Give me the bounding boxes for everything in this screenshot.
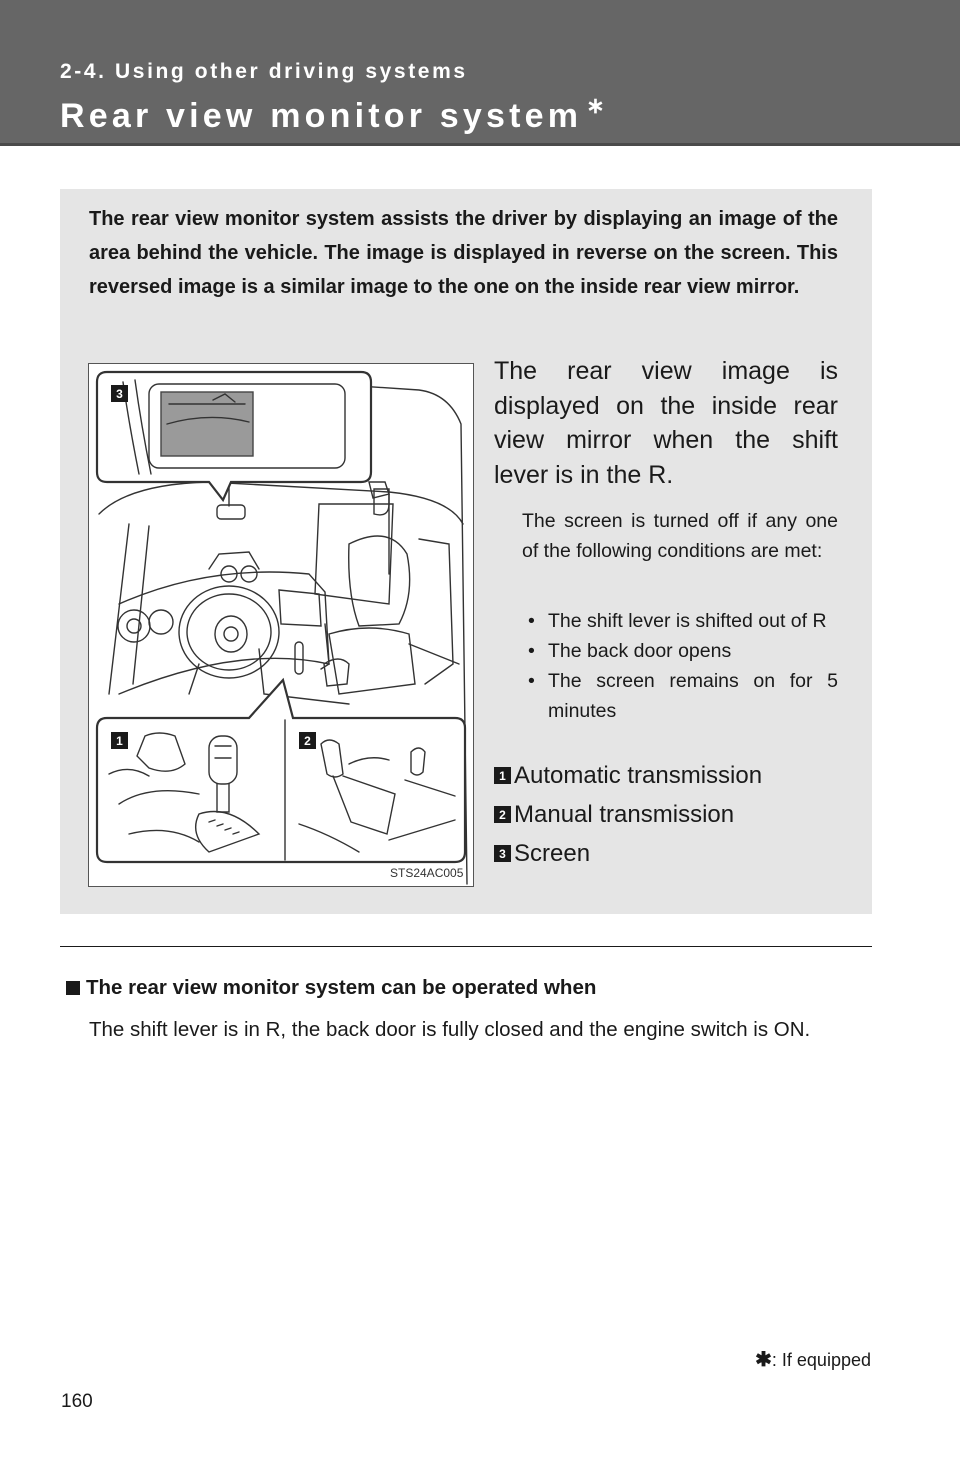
condition-text: The shift lever is shifted out of R [548,610,827,632]
section-divider [60,946,872,947]
page-title-text: Rear view monitor system [60,97,583,135]
condition-text: The back door opens [548,640,732,662]
footnote [755,1347,871,1372]
callout-number-icon: 3 [494,845,511,862]
list-item [522,636,838,666]
page-number: 160 [61,1391,93,1412]
callout-number-icon: 2 [494,806,511,823]
bullet-icon: • [528,610,535,632]
page-title [60,93,605,136]
bullet-icon: • [528,640,535,662]
callout-2-marker: 2 [299,732,316,749]
legend-item [494,756,854,795]
list-item [522,666,838,726]
bullet-icon: • [528,670,535,692]
legend-label: Manual transmission [514,800,735,828]
lead-paragraph: The rear view image is displayed on the inside rear view mirror when the shift lever is in the R. [494,357,838,489]
legend-label: Screen [514,839,591,867]
callout-3-marker: 3 [111,385,128,402]
square-bullet-icon [66,981,80,995]
conditions-list [522,606,838,726]
condition-text: The screen remains on for 5 minutes [548,670,838,722]
conditions-intro: The screen is turned off if any one of the following conditions are met: [522,510,838,562]
note-heading-text: The rear view monitor system can be operated when [86,976,597,999]
header-rule [0,143,960,146]
footnote-text: : If equipped [771,1350,871,1370]
asterisk-icon: ✱ [755,1349,772,1371]
illustration-code: STS24AC005 [390,866,464,880]
intro-text: The rear view monitor system assists the driver by displaying an image of the area behind the vehicle. The image is displayed in reverse on the screen. This reversed image is a similar image to the one on the inside rear view mirror. [89,208,838,298]
title-asterisk: ∗ [586,93,605,118]
callout-legend [494,756,854,873]
vehicle-interior-illustration [88,363,474,887]
note-text: The shift lever is in R, the back door is fully closed and the engine switch is ON. [89,1018,811,1041]
legend-label: Automatic transmission [514,761,763,789]
callout-1-marker: 1 [111,732,128,749]
callout-number-icon: 1 [494,767,511,784]
list-item [522,606,838,636]
legend-item [494,834,854,873]
section-label: 2-4. Using other driving systems [60,60,468,83]
note-heading [66,976,596,1000]
legend-item [494,795,854,834]
